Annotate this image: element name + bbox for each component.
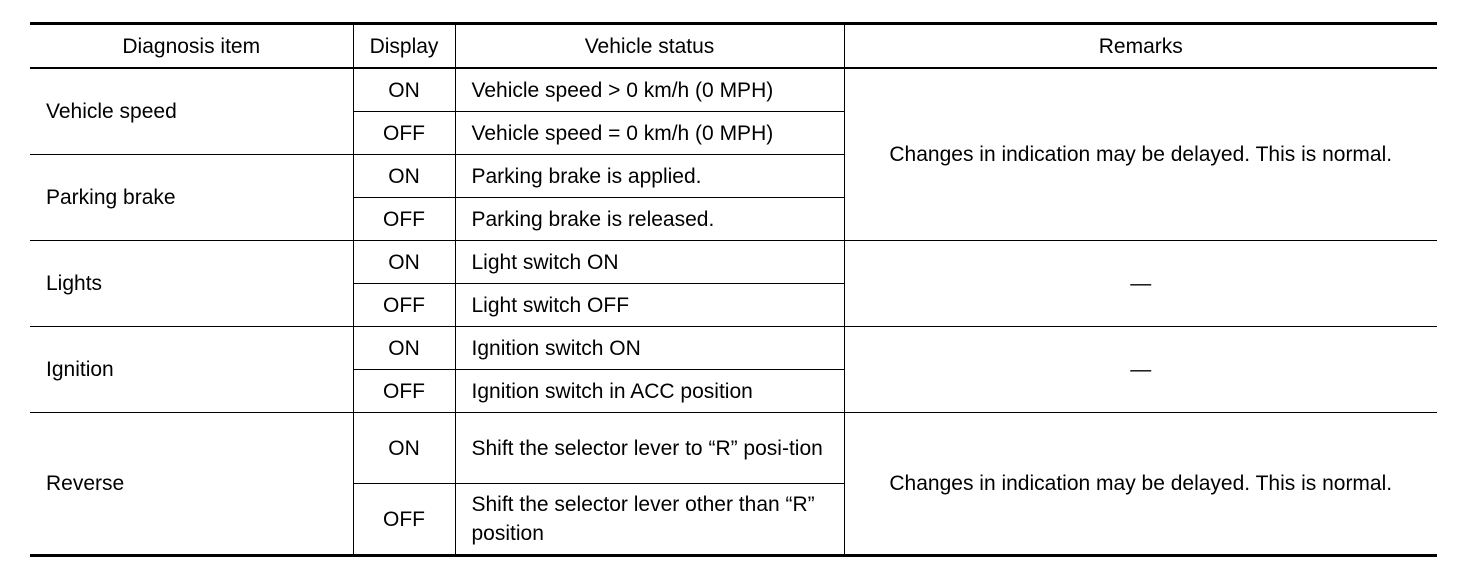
display-value: ON (353, 155, 455, 198)
diagnosis-table-container (30, 22, 1437, 557)
header-display: Display (353, 24, 455, 69)
item-parking-brake: Parking brake (30, 155, 353, 241)
vehicle-status: Shift the selector lever to “R” posi-tion (455, 413, 844, 484)
table-row (30, 241, 1437, 284)
remark-reverse: Changes in indication may be delayed. This is normal. (844, 413, 1437, 556)
header-row (30, 24, 1437, 69)
vehicle-status: Parking brake is released. (455, 198, 844, 241)
display-value: ON (353, 68, 455, 112)
vehicle-status: Light switch OFF (455, 284, 844, 327)
display-value: ON (353, 327, 455, 370)
vehicle-status: Ignition switch in ACC position (455, 370, 844, 413)
item-lights: Lights (30, 241, 353, 327)
item-ignition: Ignition (30, 327, 353, 413)
vehicle-status: Parking brake is applied. (455, 155, 844, 198)
display-value: ON (353, 413, 455, 484)
vehicle-status: Vehicle speed > 0 km/h (0 MPH) (455, 68, 844, 112)
display-value: ON (353, 241, 455, 284)
remark-lights: — (844, 241, 1437, 327)
display-value: OFF (353, 112, 455, 155)
remark-speed-brake: Changes in indication may be delayed. This is normal. (844, 68, 1437, 241)
display-value: OFF (353, 370, 455, 413)
item-reverse: Reverse (30, 413, 353, 556)
header-remarks: Remarks (844, 24, 1437, 69)
header-diagnosis-item: Diagnosis item (30, 24, 353, 69)
vehicle-status: Ignition switch ON (455, 327, 844, 370)
table-row (30, 68, 1437, 112)
remark-ignition: — (844, 327, 1437, 413)
vehicle-status: Shift the selector lever other than “R” position (455, 484, 844, 556)
item-vehicle-speed: Vehicle speed (30, 68, 353, 155)
vehicle-status: Light switch ON (455, 241, 844, 284)
display-value: OFF (353, 198, 455, 241)
display-value: OFF (353, 284, 455, 327)
diagnosis-table (30, 22, 1437, 557)
vehicle-status: Vehicle speed = 0 km/h (0 MPH) (455, 112, 844, 155)
table-row (30, 327, 1437, 370)
display-value: OFF (353, 484, 455, 556)
header-vehicle-status: Vehicle status (455, 24, 844, 69)
table-row (30, 413, 1437, 484)
